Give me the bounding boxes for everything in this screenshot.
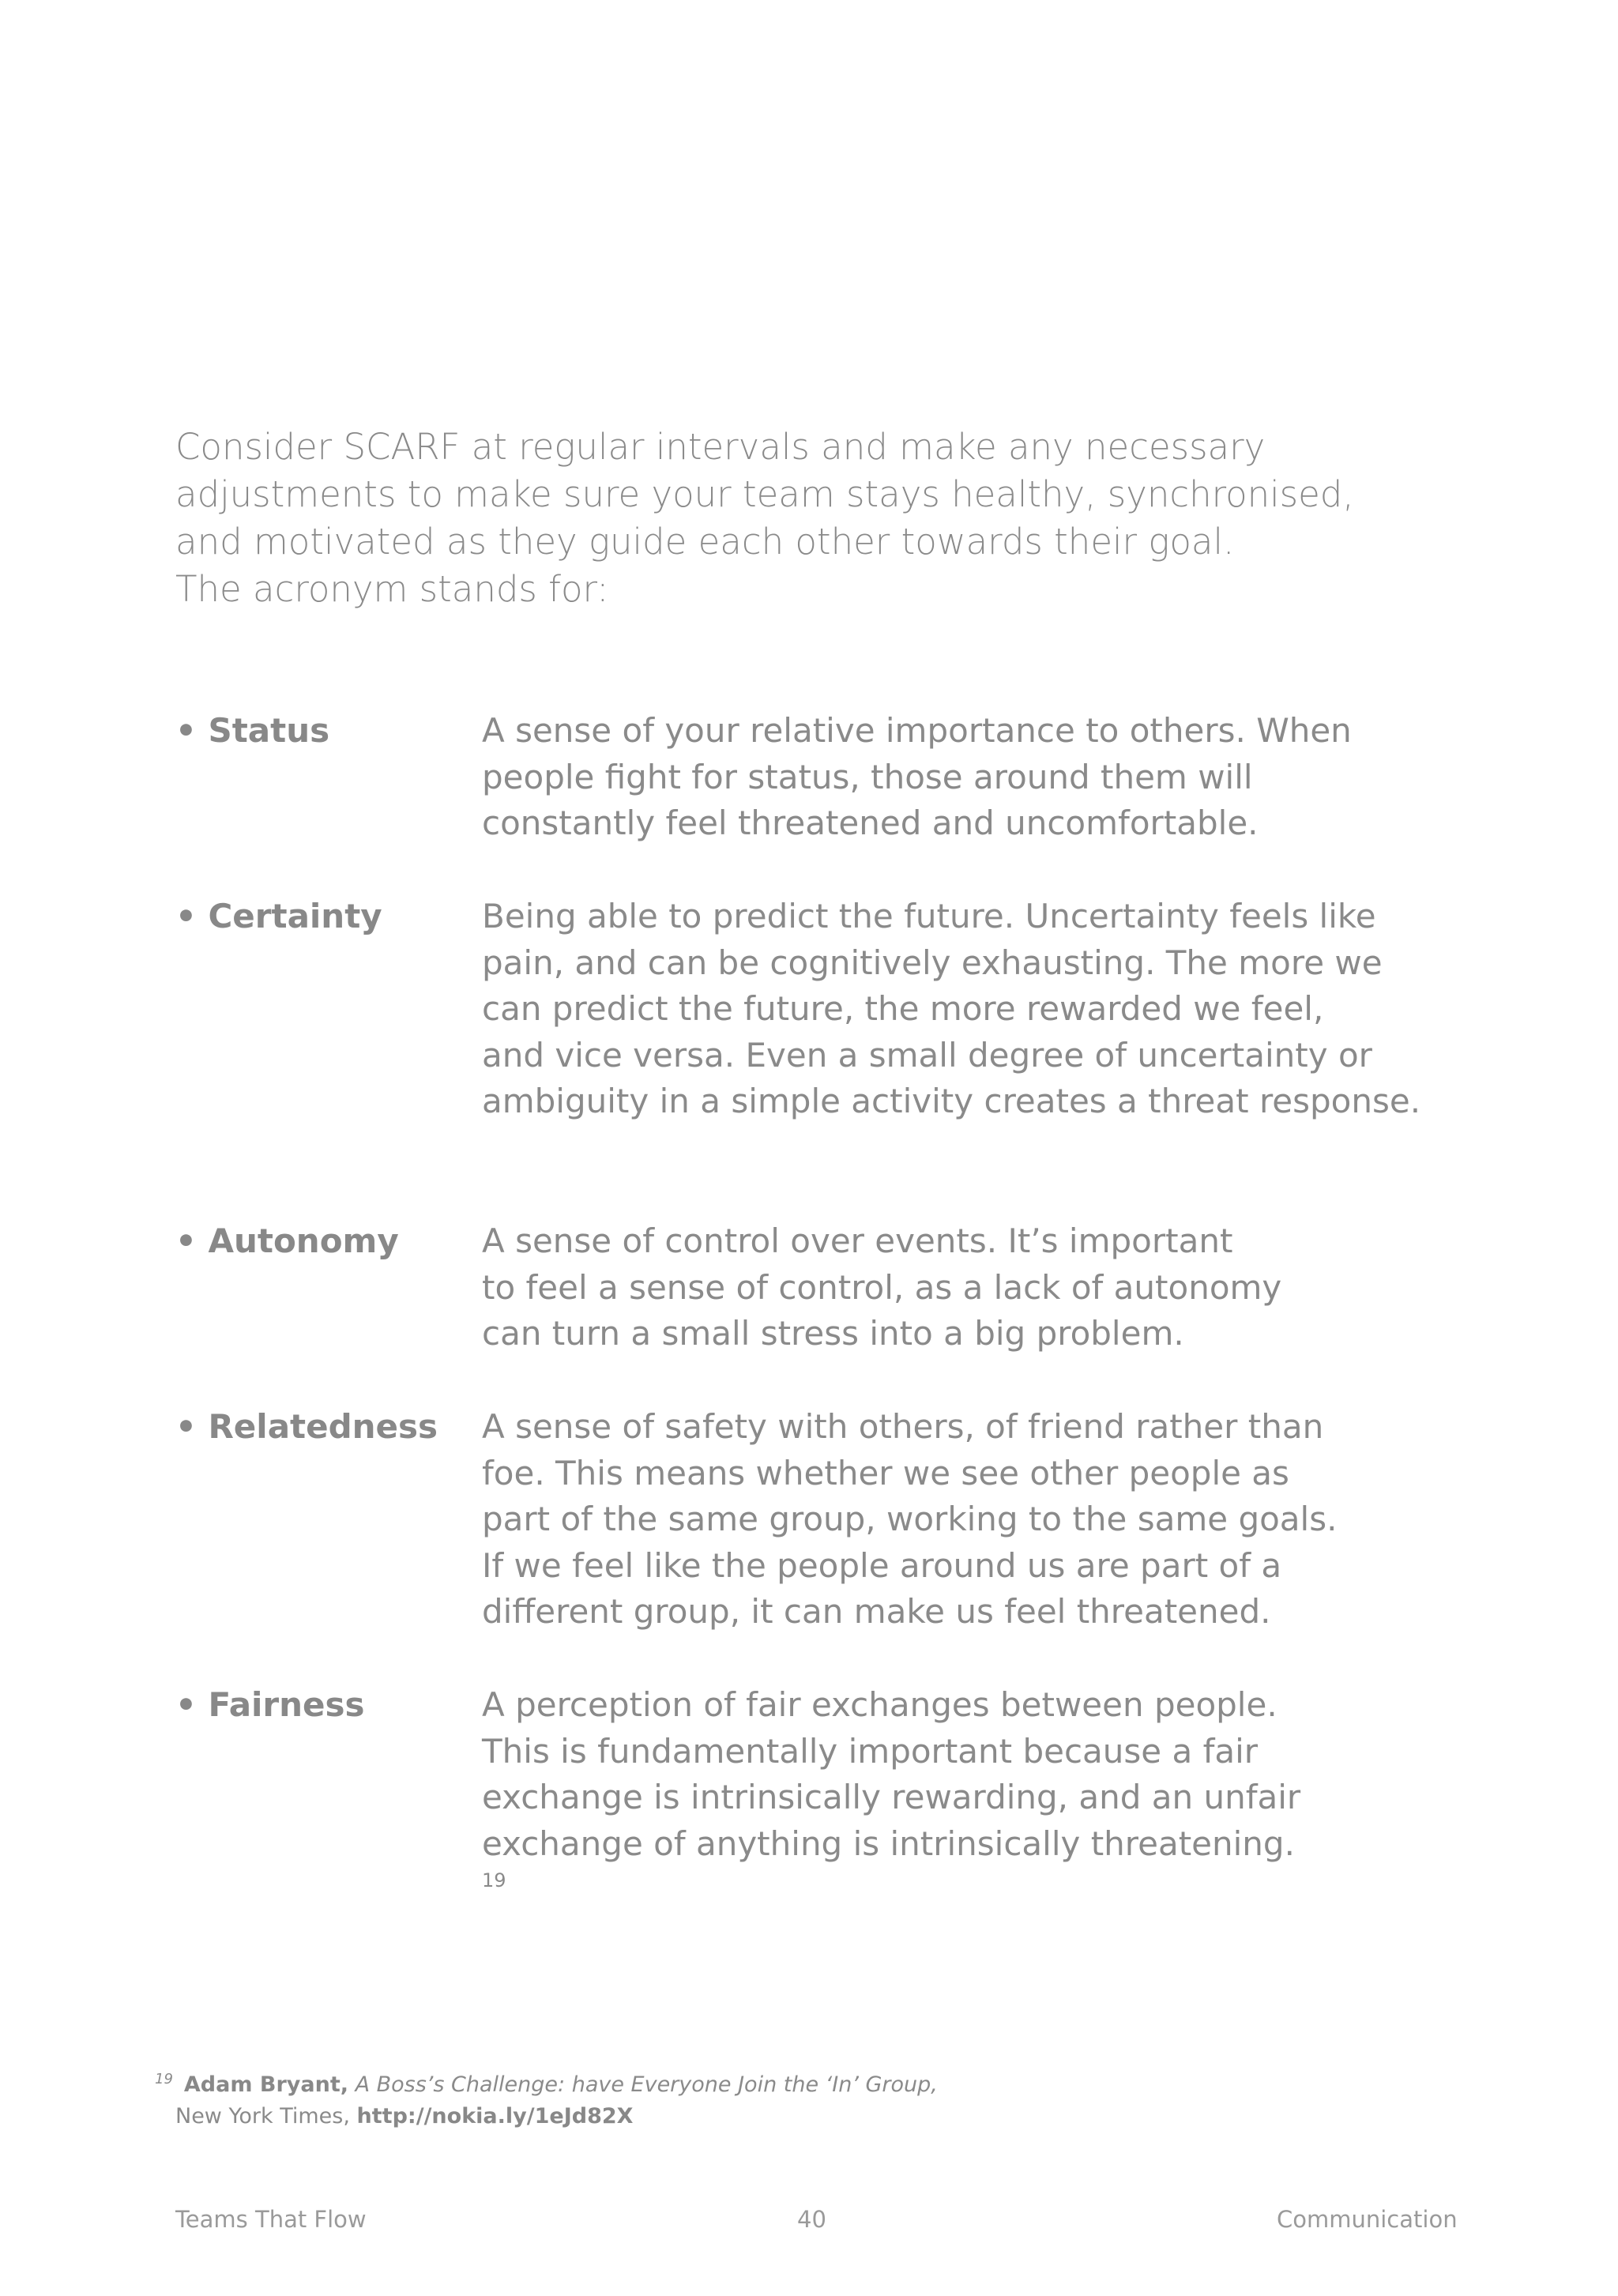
footnote-source-line xyxy=(155,2101,938,2132)
desc-line: ambiguity in a simple activity creates a threat response. xyxy=(482,1082,1421,1120)
desc-line: If we feel like the people around us are part of a xyxy=(482,1545,1282,1585)
term-description xyxy=(482,1404,1462,1635)
footer-page-number: 40 xyxy=(797,2206,826,2233)
term-label: • Autonomy xyxy=(175,1221,399,1260)
desc-line: A perception of fair exchanges between people. xyxy=(482,1685,1277,1724)
intro-line: adjustments to make sure your team stays healthy, synchronised, xyxy=(175,473,1354,515)
intro-line: Consider SCARF at regular intervals and make any necessary xyxy=(175,426,1266,468)
desc-line: and vice versa. Even a small degree of uncertainty or xyxy=(482,1035,1372,1075)
footnote-publisher: New York Times, xyxy=(175,2104,350,2129)
desc-line: can turn a small stress into a big problem. xyxy=(482,1314,1184,1353)
term-label: • Fairness xyxy=(175,1685,365,1724)
term-label: • Relatedness xyxy=(175,1407,438,1446)
footnote-link[interactable]: http://nokia.ly/1eJd82X xyxy=(356,2104,634,2129)
desc-line: pain, and can be cognitively exhausting. The more we xyxy=(482,943,1383,982)
term-label: • Status xyxy=(175,711,330,750)
desc-line: A sense of safety with others, of friend rather than xyxy=(482,1407,1324,1446)
desc-line: can predict the future, the more rewarded we feel, xyxy=(482,989,1324,1028)
footnote-author: Adam Bryant, xyxy=(183,2072,348,2097)
desc-line: Being able to predict the future. Uncertainty feels like xyxy=(482,897,1376,935)
intro-line: The acronym stands for: xyxy=(175,568,609,610)
footnote-title: A Boss’s Challenge: have Everyone Join the ‘In’ Group, xyxy=(355,2072,938,2097)
desc-line: This is fundamentally important because a fair xyxy=(482,1731,1259,1771)
footnote-number: 19 xyxy=(155,2071,173,2087)
term-description xyxy=(482,708,1462,847)
footnote xyxy=(155,2064,938,2132)
desc-line: people fight for status, those around them will xyxy=(482,757,1253,796)
desc-line: exchange is intrinsically rewarding, and an unfair xyxy=(482,1778,1301,1816)
intro-line: and motivated as they guide each other towards their goal. xyxy=(175,521,1235,563)
footer-book-title: Teams That Flow xyxy=(175,2206,367,2233)
desc-line-text: exchange of anything is intrinsically threatening. xyxy=(482,1824,1295,1863)
term-label: • Certainty xyxy=(175,897,382,935)
desc-line: different group, it can make us feel threatened. xyxy=(482,1592,1271,1631)
desc-line: A sense of your relative importance to others. When xyxy=(482,711,1352,750)
desc-line: constantly feel threatened and uncomfortable. xyxy=(482,804,1259,842)
desc-line: to feel a sense of control, as a lack of autonomy xyxy=(482,1267,1282,1307)
desc-line: part of the same group, working to the same goals. xyxy=(482,1500,1338,1538)
term-description xyxy=(482,1682,1462,1914)
term-description xyxy=(482,894,1462,1125)
desc-line xyxy=(482,1821,1462,1914)
intro-paragraph xyxy=(175,423,1408,613)
footnote-reference[interactable]: 19 xyxy=(482,1869,506,1891)
footer-section-title: Communication xyxy=(1277,2206,1458,2233)
desc-line: foe. This means whether we see other people as xyxy=(482,1453,1289,1492)
term-description xyxy=(482,1218,1462,1357)
desc-line: A sense of control over events. It’s important xyxy=(482,1221,1233,1260)
